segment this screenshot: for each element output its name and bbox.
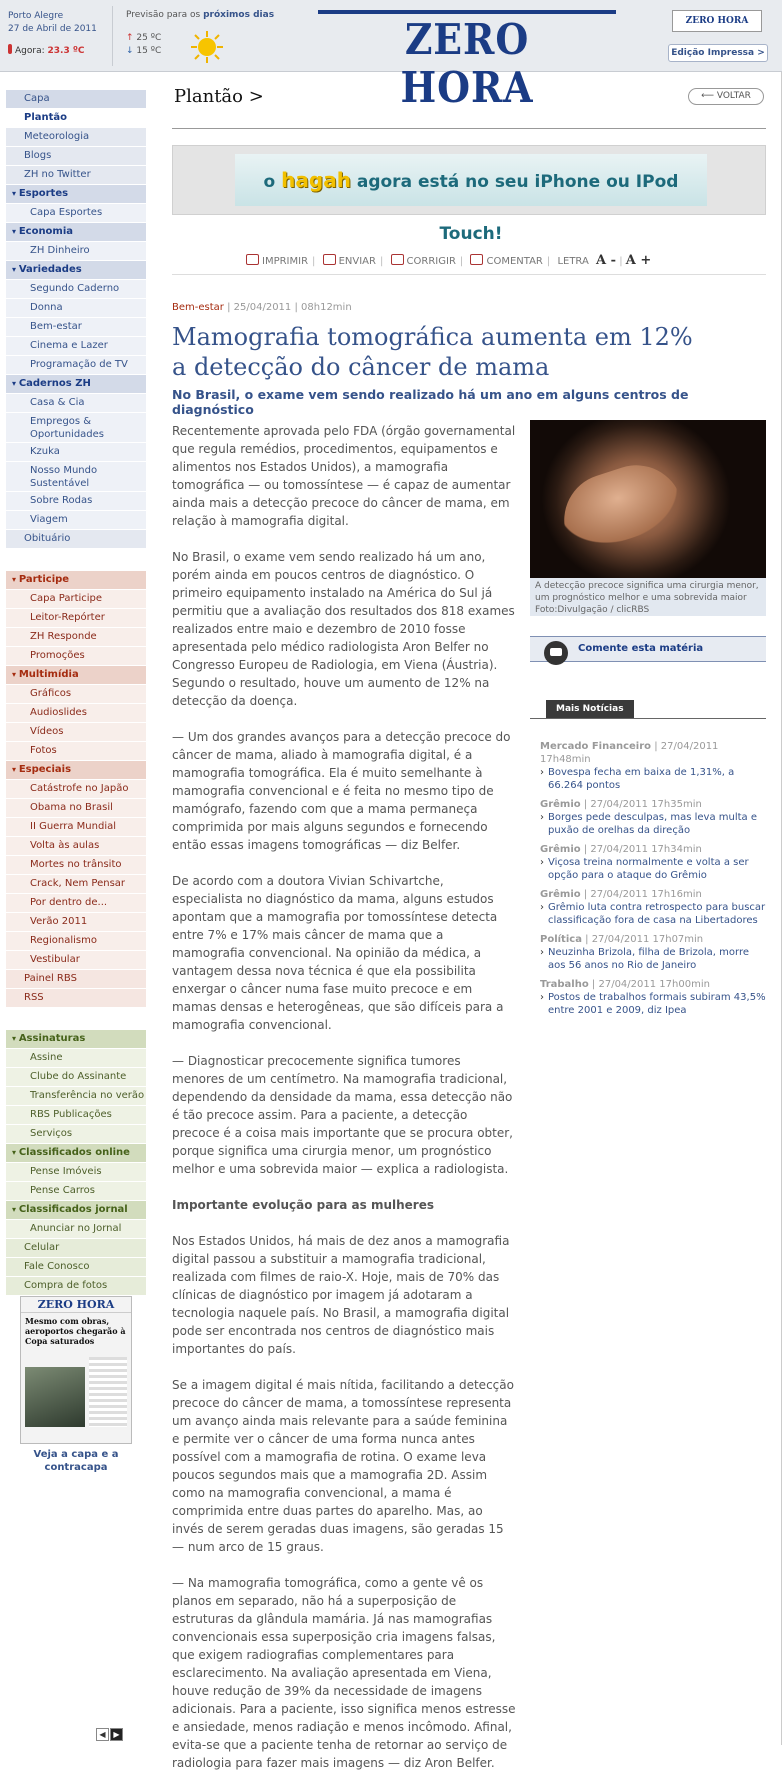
font-size-label: LETRA [557,256,589,267]
sidebar-head-classificados-jornal[interactable]: ▾ Classificados jornal [6,1201,146,1220]
article-paragraph: — Diagnosticar precocemente significa tumores menores de um centímetro. Na mamografia tradicional, dependendo da densidade da mama, essa detecção não é tão precoce assim. Para a paciente, a detecção precoce é a coisa mais importante que se procura obter, porque significa uma cirurgia menor, um prognóstico melhor e uma sobrevida maior — explica a radiologista. [172,1054,513,1176]
print-edition-button[interactable]: Edição Impressa > [668,44,768,62]
news-item [540,843,766,882]
front-page-columns [89,1357,127,1427]
news-link[interactable]: › Postos de trabalhos formais subiram 43,5% entre 2001 e 2009, diz Ipea [540,991,766,1017]
print-button[interactable] [246,254,308,267]
sidebar-item-painel-rbs[interactable]: Painel RBS [6,970,146,989]
news-link[interactable]: › Neuzinha Brizola, filha de Brizola, morre aos 56 anos no Rio de Janeiro [540,946,766,972]
sidebar-item-anunciar-jornal[interactable]: Anunciar no Jornal [6,1220,146,1239]
sidebar-head-esportes[interactable]: ▾ Esportes [6,185,146,204]
sidebar-item-meteorologia[interactable]: Meteorologia [6,128,146,147]
now-label: Agora: [15,46,45,56]
banner-text: agora está no seu iPhone ou IPod Touch! [356,172,679,244]
sidebar-item-compra-fotos[interactable]: Compra de fotos [6,1277,146,1296]
arrow-down-icon: ↓ [126,46,134,56]
back-button[interactable] [688,88,764,105]
city: Porto Alegre [8,11,64,21]
logo-bar [318,10,616,14]
article-paragraph: — Um dos grandes avanços para a detecção precoce do câncer de mama, aliado à mamografia digital, é a mamografia tomográfica. Ela é muito semelhante à mamografia convencional e é feita no mesmo tipo de mamógrafo, fazendo com que a mama permaneça comprimida por mais alguns segundos e fornecendo então essas imagens tomográficas — diz Belfer. [172,730,511,852]
arrow-left-icon: ⟵ [701,91,714,101]
article-paragraph: De acordo com a doutora Vivian Schivartche, especialista no diagnóstico da mama, alguns estudos apontam que a mamografia por tomossíntese detecta entre 7% e 17% mais câncer de mama que a mamografia convencional. Na opinião da médica, a vantagem dessa nova técnica é que ela possibilita enxergar o câncer numa fase muito precoce e em mamas densas e heterogêneas, que são difíceis para a mamografia convencional. [172,874,504,1032]
sidebar-item-pense-imoveis[interactable]: Pense Imóveis [6,1163,146,1182]
article-date: 25/04/2011 [233,302,292,313]
temp-min-value: 15 ºC [136,46,162,56]
temp-min [126,46,161,56]
sidebar-item-clube-assinante[interactable]: Clube do Assinante [6,1068,146,1087]
sidebar-item-volta-aulas[interactable]: Volta às aulas [6,837,146,856]
news-category[interactable]: Política [540,934,582,945]
sidebar-item-viagem[interactable]: Viagem [6,511,146,530]
sidebar-item-vestibular[interactable]: Vestibular [6,951,146,970]
article-subhead: Importante evolução para as mulheres [172,1198,434,1212]
article-title: Mamografia tomográfica aumenta em 12% a detecção do câncer de mama [172,323,693,381]
front-page-photo [25,1367,85,1427]
sidebar-head-cadernos[interactable]: ▾ Cadernos ZH [6,375,146,394]
sidebar-item-regionalismo[interactable]: Regionalismo [6,932,146,951]
sidebar-item-kzuka[interactable]: Kzuka [6,443,146,462]
sidebar-item-assine[interactable]: Assine [6,1049,146,1068]
sidebar-item-graficos[interactable]: Gráficos [6,685,146,704]
sidebar-nav-main [6,90,146,549]
font-decrease-button[interactable]: A - [596,253,617,268]
sidebar-item-catastrofe-japao[interactable]: Catástrofe no Japão [6,780,146,799]
sidebar-item-blogs[interactable]: Blogs [6,147,146,166]
sidebar-item-capa[interactable]: Capa [6,90,146,109]
sidebar-item-leitor-reporter[interactable]: Leitor-Repórter [6,609,146,628]
ad-banner[interactable] [172,145,766,244]
news-item [540,933,766,972]
banner-brand: hagah [281,168,351,192]
sidebar-item-casa-cia[interactable]: Casa & Cia [6,394,146,413]
article-figure [530,420,766,616]
news-item [540,798,766,837]
sun-icon [190,30,224,64]
news-time: | 27/04/2011 17h07min [585,934,704,945]
sidebar-head-classificados-online[interactable]: ▾ Classificados online [6,1144,146,1163]
photo-hand [552,453,688,557]
news-time: | 27/04/2011 17h35min [583,799,702,810]
forecast-title[interactable] [126,10,274,20]
sidebar [6,90,146,1296]
news-time: | 27/04/2011 17h34min [583,844,702,855]
banner-pre: o [263,172,276,192]
comment-button[interactable] [470,254,542,267]
sidebar-item-transferencia[interactable]: Transferência no verão [6,1087,146,1106]
sidebar-item-celular[interactable]: Celular [6,1239,146,1258]
article-category[interactable]: Bem-estar [172,302,224,313]
news-category[interactable]: Grêmio [540,889,581,900]
mail-icon [323,254,336,265]
section-title[interactable]: Plantão > [174,86,264,107]
article-paragraph: Recentemente aprovada pelo FDA (órgão governamental que regula remédios, procedimentos, equipamentos e alimentos nos Estados Unidos), a mamografia tomográfica — ou tomossíntese — é capaz de aumentar ainda mais a detecção precoce do câncer de mama, em relação à mamografia digital. [172,424,516,528]
sidebar-item-verao-2011[interactable]: Verão 2011 [6,913,146,932]
front-page-headline: Mesmo com obras, aeroportos chegarão à Copa saturados [25,1316,126,1346]
back-label: VOLTAR [716,91,751,101]
divider [530,718,766,719]
sidebar-item-segundo-caderno[interactable]: Segundo Caderno [6,280,146,299]
article-body [172,422,516,1790]
sidebar-item-plantao[interactable]: Plantão [6,109,146,128]
comment-label: COMENTAR [486,256,543,267]
correct-label: CORRIGIR [406,256,456,267]
edit-icon [391,254,404,265]
current-weather [8,44,85,56]
sidebar-head-economia[interactable]: ▾ Economia [6,223,146,242]
print-label: IMPRIMIR [262,256,309,267]
sidebar-item-obituario[interactable]: Obituário [6,530,146,549]
photo-caption: A detecção precoce significa uma cirurgia menor, um prognóstico melhor e uma sobrevida maior Foto:Divulgação / clicRBS [535,581,759,615]
divider [172,128,766,129]
sidebar-item-videos[interactable]: Vídeos [6,723,146,742]
arrow-up-icon: ↑ [126,33,134,43]
article-meta: Bem-estar | 25/04/2011 | 08h12min [172,302,352,313]
sidebar-item-zh-dinheiro[interactable]: ZH Dinheiro [6,242,146,261]
sidebar-item-servicos[interactable]: Serviços [6,1125,146,1144]
send-button[interactable] [323,254,376,267]
news-item [540,888,766,927]
more-news-list [540,740,766,1023]
print-icon [246,254,259,265]
article-toolbar: IMPRIMIR | ENVIAR | CORRIGIR | COMENTAR | LETRA A - | A + [242,253,651,268]
thermometer-icon [8,44,12,54]
news-item [540,978,766,1017]
sidebar-nav-assinaturas [6,1030,146,1296]
divider [112,6,113,66]
news-item [540,740,766,792]
sidebar-head-multimidia[interactable]: ▾ Multimídia [6,666,146,685]
sidebar-item-audioslides[interactable]: Audioslides [6,704,146,723]
font-increase-button[interactable]: A + [625,253,652,268]
news-link[interactable]: › Bovespa fecha em baixa de 1,31%, a 66.264 pontos [540,766,766,792]
print-edition-thumbnail[interactable]: ZERO HORA [672,10,762,32]
sidebar-item-rss[interactable]: RSS [6,989,146,1008]
news-time: | 27/04/2011 17h00min [591,979,710,990]
sidebar-item-cinema-lazer[interactable]: Cinema e Lazer [6,337,146,356]
article-photo[interactable] [530,420,766,578]
date: 27 de Abril de 2011 [8,24,97,34]
news-time: | 27/04/2011 17h48min [540,741,719,765]
news-link[interactable]: › Grêmio luta contra retrospecto para buscar classificação fora de casa na Libertadores [540,901,766,927]
comment-icon [470,254,483,265]
sidebar-head-variedades[interactable]: ▾ Variedades [6,261,146,280]
front-page-link[interactable]: Veja a capa e a contracapa [33,1449,119,1473]
prev-arrow-icon[interactable]: ◀ [96,1728,109,1741]
sidebar-head-especiais[interactable]: ▾ Especiais [6,761,146,780]
sidebar-item-zh-twitter[interactable]: ZH no Twitter [6,166,146,185]
sidebar-item-pense-carros[interactable]: Pense Carros [6,1182,146,1201]
article-paragraph: Se a imagem digital é mais nítida, facilitando a detecção precoce do câncer de mama, a tomossíntese representa um avanço ainda mais relevante para a saúde feminina e permite ver o câncer de uma forma nunca antes possível com a mamografia de rotina. O exame leva poucos segundos mais que a mamografia 2D. Assim como na mamografia convencional, a mama é comprimida entre duas partes do aparelho. Mas, ao invés de serem geradas duas imagens, são geradas 15 — num arco de 15 graus. [172,1378,514,1554]
forecast-prefix: Previsão para os [126,10,201,20]
next-arrow-icon[interactable]: ▶ [110,1728,123,1741]
article-paragraph: No Brasil, o exame vem sendo realizado há um ano, porém ainda em poucos centros de diagnóstico. O primeiro equipamento instalado na América do Sul já permitiu que a avaliação dos resultados dos 818 exames realizados entre maio e dezembro de 2010 fosse apresentada pelo médico radiologista Aron Belfer no Congresso Europeu de Radiologia, em Viena (Áustria). Segundo o resultado, houve um aumento de 12% na detecção da doença. [172,550,515,708]
more-news-tab[interactable]: Mais Notícias [546,700,634,718]
now-temp: 23.3 ºC [47,46,85,56]
sidebar-item-bem-estar[interactable]: Bem-estar [6,318,146,337]
ad-banner-content [235,154,707,244]
sidebar-item-promocoes[interactable]: Promoções [6,647,146,666]
send-label: ENVIAR [338,256,376,267]
front-page-masthead: ZERO HORA [21,1297,131,1313]
site-logo[interactable]: ZERO HORA [400,15,534,112]
sidebar-item-guerra-mundial[interactable]: II Guerra Mundial [6,818,146,837]
article-paragraph: Nos Estados Unidos, há mais de dez anos a mamografia digital passou a substituir a mamografia tradicional, realizada com filmes de raio-X. Hoje, mais de 70% das clínicas de diagnóstico por imagem já adotaram a tecnologia naquele país. No Brasil, a mamografia digital pode ser encontrada nos centros de diagnóstico mais importantes do país. [172,1234,510,1356]
news-category[interactable]: Grêmio [540,799,581,810]
sidebar-item-obama-brasil[interactable]: Obama no Brasil [6,799,146,818]
forecast-bold: próximos dias [203,10,275,20]
sidebar-item-por-dentro[interactable]: Por dentro de... [6,894,146,913]
sidebar-nav-participe [6,571,146,1008]
location-block [8,10,97,36]
sidebar-item-nosso-mundo[interactable]: Nosso Mundo Sustentável [6,462,146,492]
comment-article-label: Comente esta matéria [578,643,704,654]
temp-max [126,33,161,43]
news-category[interactable]: Trabalho [540,979,589,990]
sidebar-item-capa-participe[interactable]: Capa Participe [6,590,146,609]
sidebar-item-rbs-publicacoes[interactable]: RBS Publicações [6,1106,146,1125]
sidebar-item-sobre-rodas[interactable]: Sobre Rodas [6,492,146,511]
article-paragraph: — Na mamografia tomográfica, como a gente vê os planos em separado, não há a superposição de estruturas da glândula mamária. Já nas mamografias convencionais essa superposição cria imagens falsas, que exigem radiografias complementares para esclarecimento. Na avaliação apresentada em Viena, houve redução de 39% da necessidade de imagens adicionais. Para a paciente, isso significa menos estresse e ansiedade, menos radiação e menos incômodo. Afinal, evita-se que a paciente tenha de retornar ao serviço de radiologia para fazer mais imagens — diz Aron Belfer. [172,1576,516,1770]
sidebar-item-fale-conosco[interactable]: Fale Conosco [6,1258,146,1277]
article-subtitle: No Brasil, o exame vem sendo realizado há um ano em alguns centros de diagnóstico [172,387,689,417]
meta-separator: | [227,302,231,313]
news-time: | 27/04/2011 17h16min [583,889,702,900]
sidebar-item-crack[interactable]: Crack, Nem Pensar [6,875,146,894]
temp-max-value: 25 ºC [136,33,162,43]
sidebar-item-zh-responde[interactable]: ZH Responde [6,628,146,647]
sidebar-item-donna[interactable]: Donna [6,299,146,318]
sidebar-head-participe[interactable]: ▾ Participe [6,571,146,590]
sidebar-head-assinaturas[interactable]: ▾ Assinaturas [6,1030,146,1049]
sidebar-item-empregos[interactable]: Empregos & Oportunidades [6,413,146,443]
news-category[interactable]: Mercado Financeiro [540,741,652,752]
correct-button[interactable] [391,254,456,267]
sidebar-item-mortes-transito[interactable]: Mortes no trânsito [6,856,146,875]
news-link[interactable]: › Borges pede desculpas, mas leva multa e puxão de orelhas da direção [540,811,766,837]
article-time: 08h12min [301,302,352,313]
front-page-thumbnail[interactable] [20,1296,132,1444]
comment-article-bar[interactable] [530,636,766,662]
news-category[interactable]: Grêmio [540,844,581,855]
divider [172,274,766,275]
sidebar-item-programacao-tv[interactable]: Programação de TV [6,356,146,375]
speech-bubble-icon [544,641,568,665]
sidebar-item-capa-esportes[interactable]: Capa Esportes [6,204,146,223]
sidebar-item-fotos[interactable]: Fotos [6,742,146,761]
front-page-pager [96,1722,126,1739]
news-link[interactable]: › Viçosa treina normalmente e volta a ser opção para o ataque do Grêmio [540,856,766,882]
